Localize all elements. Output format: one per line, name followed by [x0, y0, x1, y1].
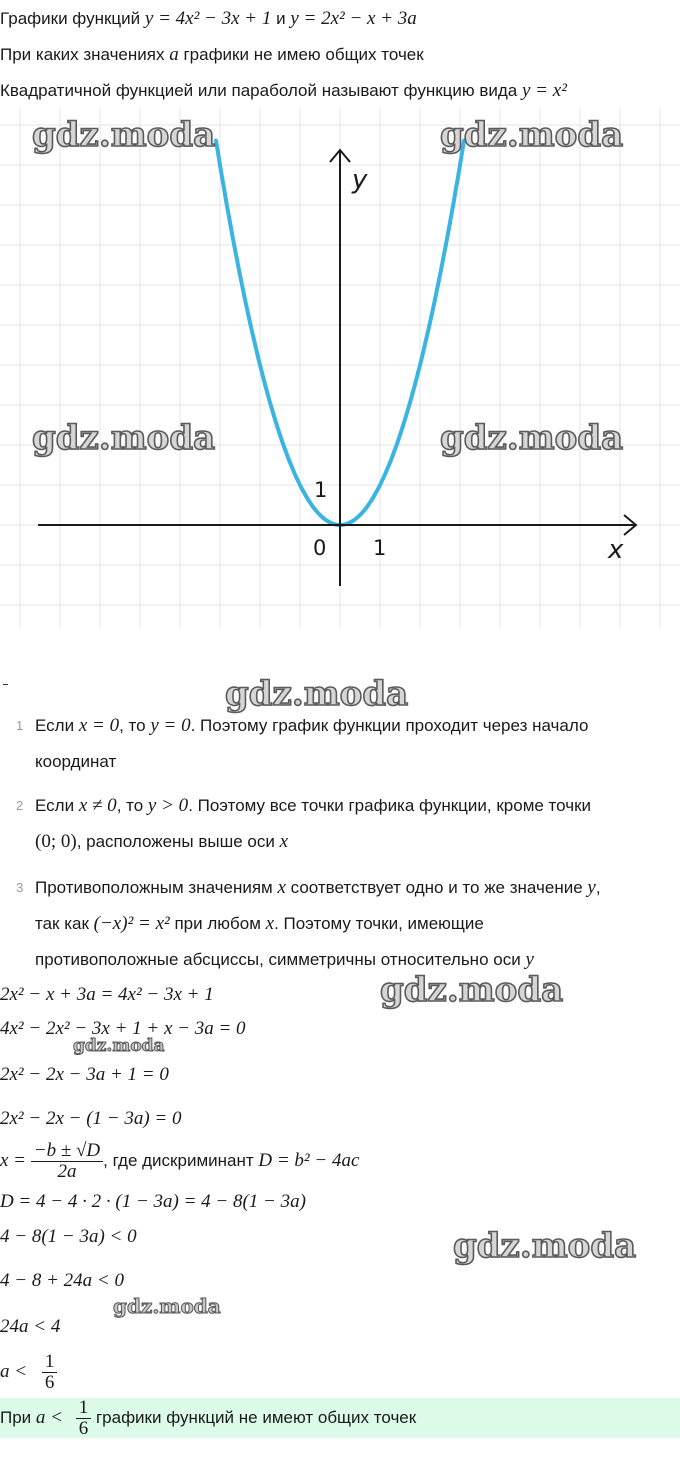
- task-question: При каких значениях a графики не имею общих точек: [0, 44, 424, 65]
- formula-f1: y = 4x² − 3x + 1: [144, 8, 272, 29]
- watermark: gdz.moda: [440, 115, 624, 155]
- solution-step: 4 − 8 + 24a < 0: [0, 1270, 124, 1291]
- watermark: gdz.moda: [453, 1226, 637, 1266]
- solution-step: 2x² − 2x − 3a + 1 = 0: [0, 1064, 169, 1085]
- y-tick-label: 1: [314, 478, 328, 502]
- solution-step: 4x² − 2x² − 3x + 1 + x − 3a = 0: [0, 1018, 246, 1039]
- solution-step-roots: x = $\frac{-b \pm √D}{2a}$ , где дискриминант D = b² − 4ac: [0, 1140, 360, 1183]
- parabola-graph: [0, 108, 680, 638]
- watermark: gdz.moda: [113, 1294, 221, 1318]
- x-axis-label: x: [608, 535, 624, 565]
- solution-step-result: a < $\frac{1}{6}$: [0, 1352, 57, 1393]
- solution-step: 24a < 4: [0, 1316, 61, 1337]
- separator-dash: [3, 684, 8, 685]
- solution-step: 2x² − x + 3a = 4x² − 3x + 1: [0, 984, 214, 1005]
- solution-step: 2x² − 2x − (1 − 3a) = 0: [0, 1108, 182, 1129]
- task-title: Графики функций y = 4x² − 3x + 1 и y = 2x² − x + 3a: [0, 8, 417, 29]
- watermark: gdz.moda: [380, 970, 564, 1010]
- formula-f2: y = 2x² − x + 3a: [290, 8, 417, 29]
- watermark: gdz.moda: [32, 115, 216, 155]
- solution-step: 4 − 8(1 − 3a) < 0: [0, 1226, 137, 1247]
- watermark: gdz.moda: [225, 674, 409, 714]
- definition-line: Квадратичной функцией или параболой называют функцию вида y = x²: [0, 80, 567, 101]
- watermark: gdz.moda: [440, 418, 624, 458]
- watermark: gdz.moda: [32, 418, 216, 458]
- solution-step: D = 4 − 4 · 2 · (1 − 3a) = 4 − 8(1 − 3a): [0, 1191, 306, 1212]
- watermark: gdz.moda: [73, 1036, 165, 1056]
- answer-text: При a < $\frac{1}{6}$ графики функций не имеют общих точек: [0, 1397, 417, 1440]
- origin-label: 0: [313, 536, 327, 560]
- x-tick-label: 1: [373, 536, 387, 560]
- y-axis-label: y: [352, 165, 368, 195]
